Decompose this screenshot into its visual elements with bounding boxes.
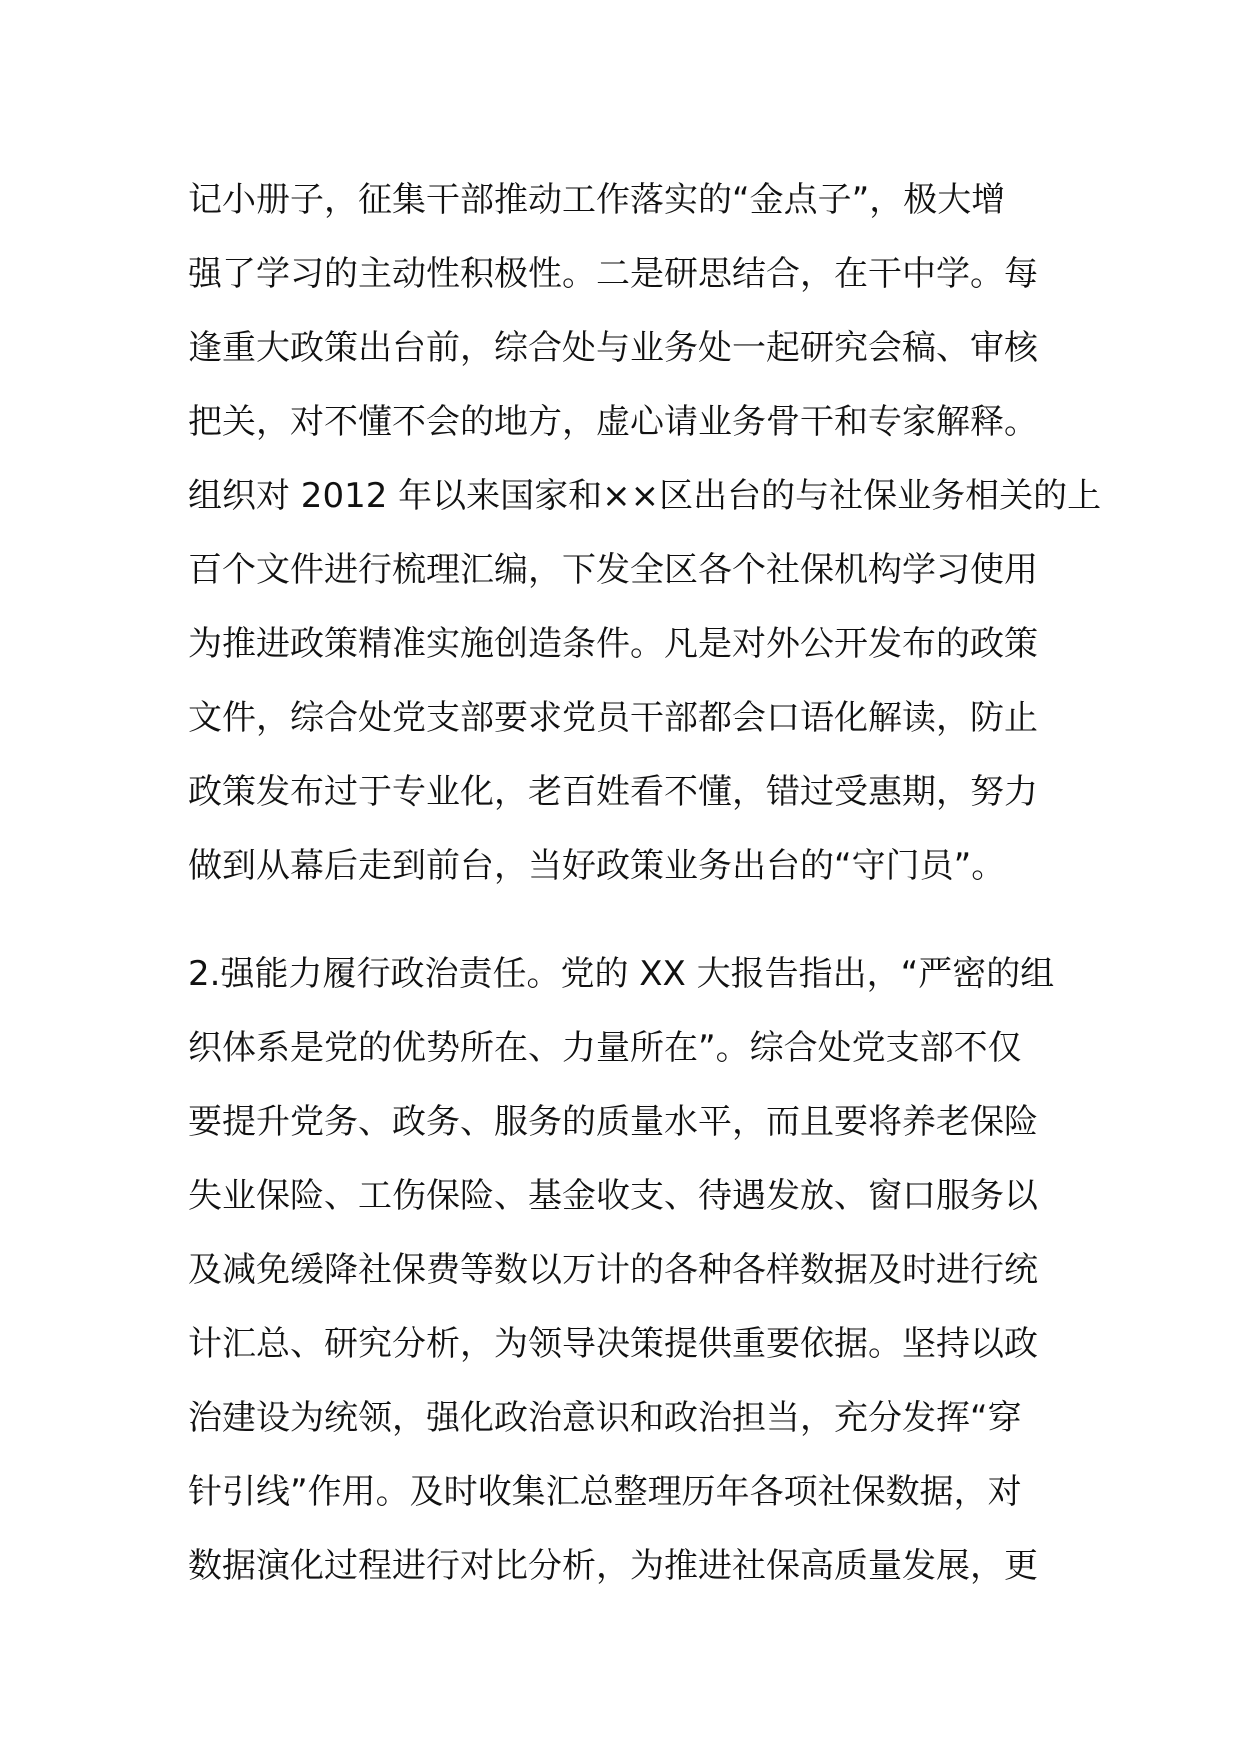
text-line: 做到从幕后走到前台，当好政策业务出台的“守门员”。 [188,846,1006,886]
text-line: 百个文件进行梳理汇编，下发全区各个社保机构学习使用 [188,550,1038,590]
text-line: 计汇总、研究分析，为领导决策提供重要依据。坚持以政 [188,1324,1038,1364]
text-line: 记小册子，征集干部推动工作落实的“金点子”，极大增 [188,180,1006,220]
text-line: 治建设为统领，强化政治意识和政治担当，充分发挥“穿 [188,1398,1022,1438]
text-line: 针引线”作用。及时收集汇总整理历年各项社保数据，对 [188,1472,1022,1512]
text-line: 政策发布过于专业化，老百姓看不懂，错过受惠期，努力 [188,772,1038,812]
text-line: 为推进政策精准实施创造条件。凡是对外公开发布的政策 [188,624,1038,664]
text-line: 组织对 2012 年以来国家和××区出台的与社保业务相关的上 [188,476,1102,516]
text-line: 2.强能力履行政治责任。党的 XX 大报告指出，“严密的组 [188,954,1055,994]
text-line: 数据演化过程进行对比分析，为推进社保高质量发展，更 [188,1546,1038,1586]
text-line: 织体系是党的优势所在、力量所在”。综合处党支部不仅 [188,1028,1022,1068]
text-line: 要提升党务、政务、服务的质量水平，而且要将养老保险 [188,1102,1038,1142]
paragraph [188,163,1102,903]
text-line: 文件，综合处党支部要求党员干部都会口语化解读，防止 [188,698,1038,738]
text-line: 及减免缓降社保费等数以万计的各种各样数据及时进行统 [188,1250,1038,1290]
text-line: 逢重大政策出台前，综合处与业务处一起研究会稿、审核 [188,328,1038,368]
text-line: 失业保险、工伤保险、基金收支、待遇发放、窗口服务以 [188,1176,1038,1216]
text-line: 强了学习的主动性积极性。二是研思结合，在干中学。每 [188,254,1038,294]
paragraph [188,937,1068,1603]
text-line: 把关，对不懂不会的地方，虚心请业务骨干和专家解释。 [188,402,1038,442]
